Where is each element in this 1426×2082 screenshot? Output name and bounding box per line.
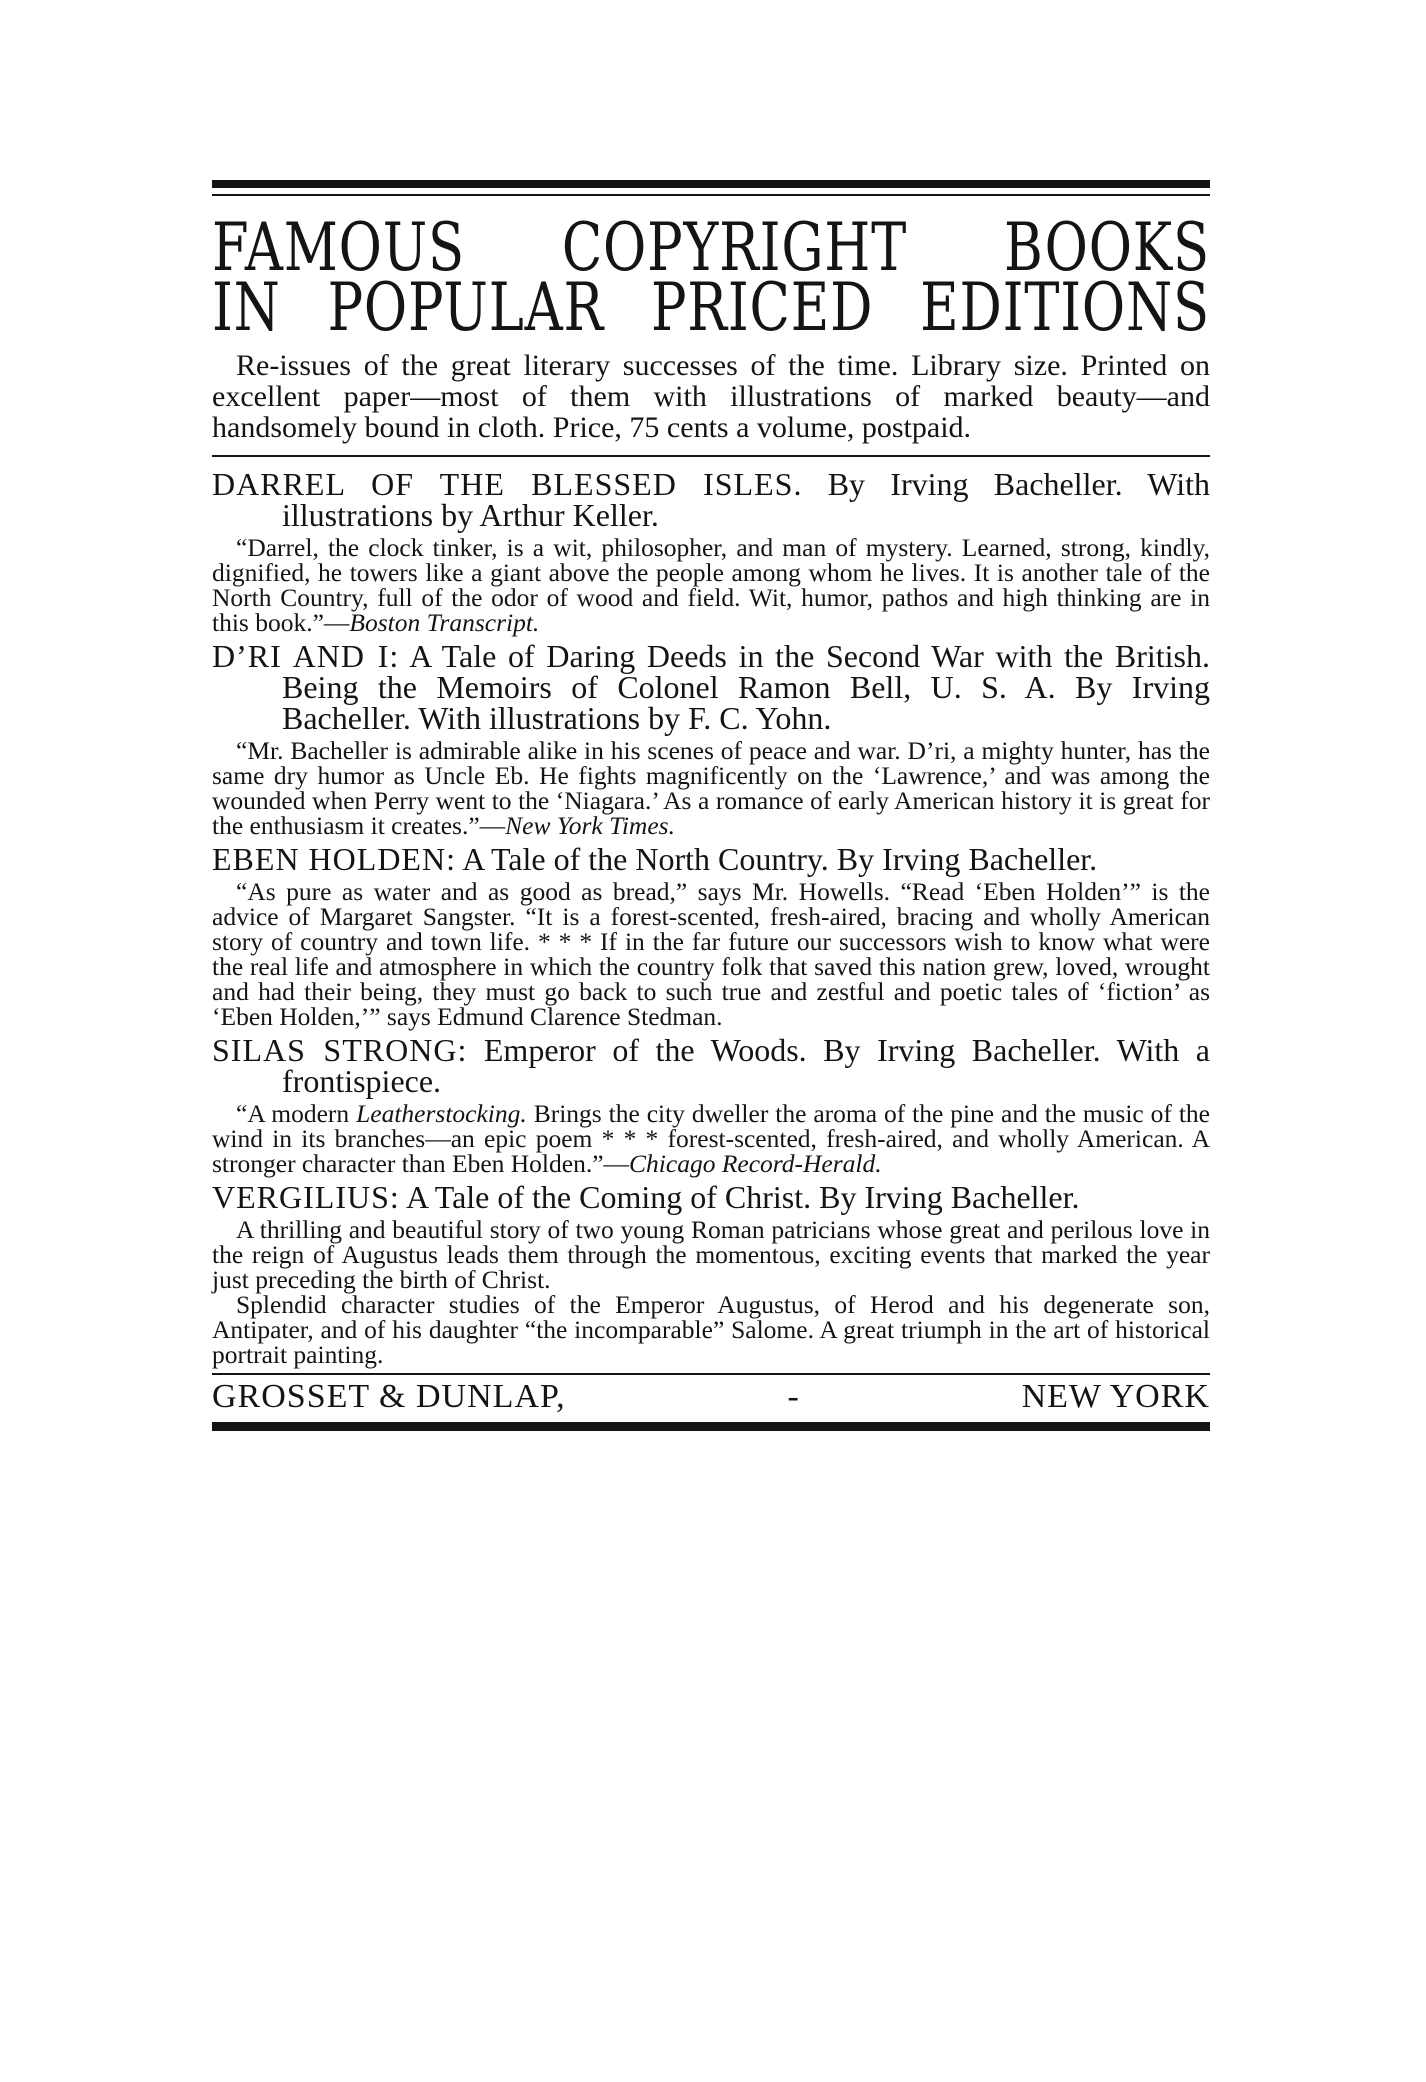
book-review (212, 1101, 1210, 1176)
intro-paragraph: Re-issues of the great literary successes of the time. Library size. Printed on excellent paper—most of them with illustrations of marked beauty—and handsomely bound in cloth. Price, 75 cents a volume, postpaid. (212, 349, 1210, 444)
page-title (212, 209, 1210, 346)
footer-rule (212, 1373, 1210, 1375)
review-text: “Mr. Bacheller is admirable alike in his scenes of peace and war. D’ri, a mighty hunter, has the same dry humor as Uncle Eb. He fights magnificently on the ‘Lawrence,’ and was among the wounded when Perry went to the ‘Niagara.’ As a romance of early American history it is great for the enthusiasm it creates.”— (212, 736, 1210, 840)
book-review (212, 879, 1210, 1029)
book-details: A Tale of Daring Deeds in the Second War with the British. Being the Memoirs of Colonel Ramon Bell, U. S. A. By Irving Bacheller. With illustrations by F. C. Yohn. (282, 638, 1211, 736)
book-title: SILAS STRONG: (212, 1032, 468, 1068)
section-divider (212, 455, 1210, 457)
book-title: D’RI AND I: (212, 638, 400, 674)
review-italic: Leatherstocking. (356, 1099, 527, 1128)
book-review: A thrilling and beautiful story of two young Roman patricians whose great and perilous love in the reign of Augustus leads them through the momentous, exciting events that marked the year just preceding the birth of Christ. (212, 1215, 1210, 1294)
book-entry-silas-strong (212, 1032, 1211, 1178)
review-text-pre: “A modern (236, 1099, 357, 1128)
book-title: VERGILIUS: (212, 1179, 400, 1215)
book-entry-darrel (212, 466, 1210, 637)
book-details: A Tale of the Coming of Christ. By Irving Bacheller. (406, 1179, 1080, 1215)
title-line-1: FAMOUS COPYRIGHT BOOKS (212, 209, 1210, 286)
footer-dash: - (787, 1378, 800, 1415)
book-entry-vergilius (212, 1179, 1210, 1369)
book-review-continued: Splendid character studies of the Emperor Augustus, of Herod and his degenerate son, Antipater, and of his daughter “the incomparable” Salome. A great triumph in the art of historical portrait painting. (212, 1290, 1210, 1369)
book-title: DARREL OF THE BLESSED ISLES. (212, 466, 803, 502)
book-heading (212, 638, 1211, 736)
book-title: EBEN HOLDEN: (212, 841, 456, 877)
book-details: Emperor of the Woods. By Irving Bacheller. With a frontispiece. (282, 1032, 1211, 1099)
review-source: New York Times. (505, 811, 675, 840)
book-review (212, 535, 1210, 635)
review-source: Boston Transcript. (349, 608, 540, 637)
book-details: A Tale of the North Country. By Irving Bacheller. (462, 841, 1098, 877)
top-thin-rule (212, 194, 1210, 196)
review-text: Brings the city dweller the aroma of the pine and the music of the wind in its branches—an epic poem * * * forest-scented, fresh-aired, and wholly American. A stronger character than Eben Holden.”— (212, 1099, 1210, 1178)
review-source: Chicago Record-Herald. (629, 1149, 882, 1178)
book-entry-eben-holden (212, 841, 1210, 1031)
top-thick-rule (212, 180, 1210, 188)
review-text: “As pure as water and as good as bread,” says Mr. Howells. “Read ‘Eben Holden’” is the advice of Margaret Sangster. “It is a forest-scented, fresh-aired, bracing and wholly American story of country and town life. * * * If in the far future our successors wish to know what were the real life and atmosphere in which the country folk that saved this nation grew, loved, wrought and had their being, they must go back to such true and zestful and poetic tales of ‘fiction’ as ‘Eben Holden,’” says Edmund Clarence Stedman. (212, 877, 1210, 1031)
title-line-2: IN POPULAR PRICED EDITIONS (212, 269, 1210, 346)
book-heading (212, 466, 1210, 533)
publisher-name: GROSSET & DUNLAP, (212, 1378, 566, 1415)
publisher-footer (212, 1377, 1210, 1417)
book-review (212, 738, 1210, 838)
book-heading (212, 1179, 1210, 1215)
advertisement-page (212, 180, 1210, 1431)
book-heading (212, 1032, 1211, 1099)
bottom-thick-rule (212, 1422, 1210, 1431)
publisher-city: NEW YORK (1021, 1378, 1210, 1415)
book-entry-dri-and-i (212, 638, 1211, 840)
book-heading (212, 841, 1210, 877)
book-details: By Irving Bacheller. With illustrations by Arthur Keller. (282, 466, 1210, 533)
review-text: “Darrel, the clock tinker, is a wit, philosopher, and man of mystery. Learned, strong, kindly, dignified, he towers like a giant above the people among whom he lives. It is another tale of the North Country, full of the odor of wood and field. Wit, humor, pathos and high thinking are in this book.”— (212, 533, 1210, 637)
